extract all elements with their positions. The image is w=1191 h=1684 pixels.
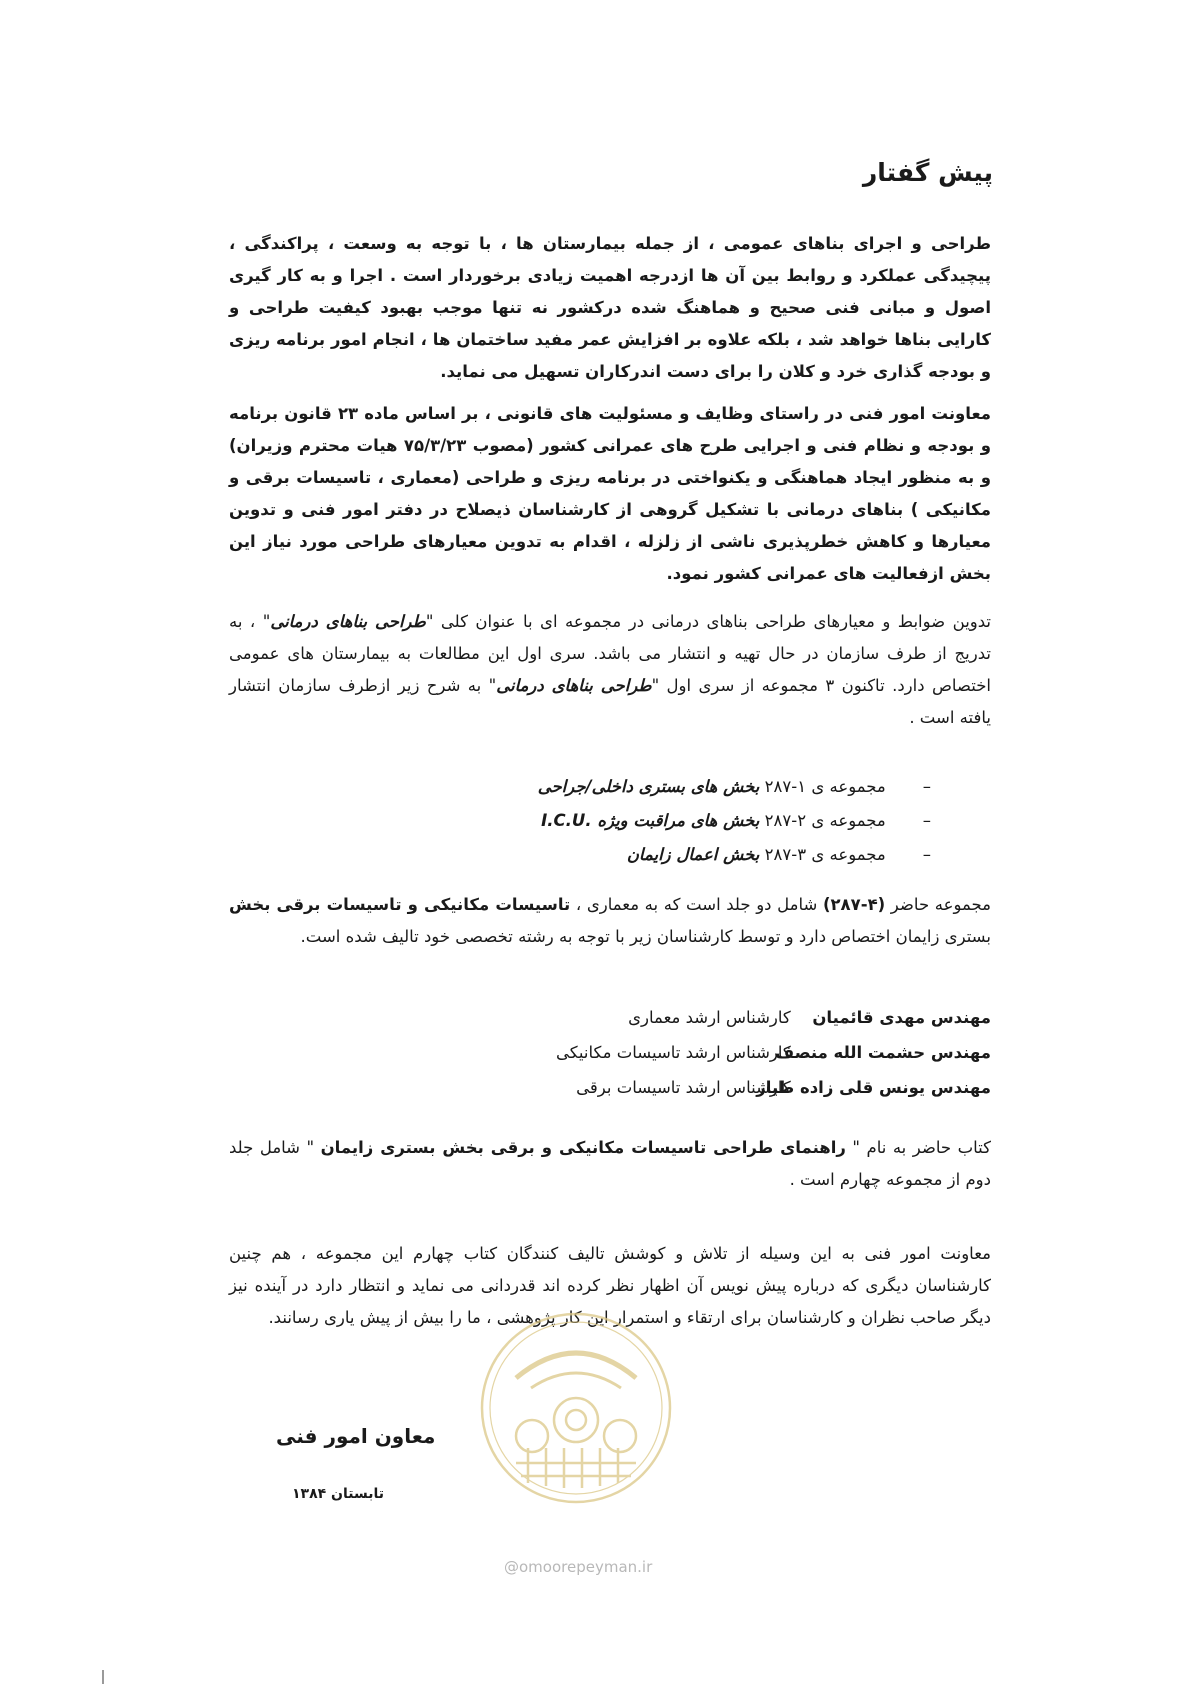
list-item (431, 804, 931, 838)
paragraph-text: بستری زایمان اختصاص دارد و توسط کارشناسان زیر با توجه به رشته تخصصی خود تالیف شده است. (300, 927, 991, 946)
page-title: پیش گفتار (862, 158, 993, 187)
author-name: مهندس مهدی قائمیان (812, 1008, 991, 1027)
scan-edge-mark (102, 1670, 104, 1684)
paragraph-emphasis: تاسیسات مکانیکی و تاسیسات برقی بخش (229, 895, 571, 914)
author-row (391, 1000, 991, 1035)
author-name: مهندس حشمت الله منصف (774, 1043, 991, 1062)
author-role: کارشناس ارشد تاسیسات مکانیکی (556, 1043, 791, 1062)
watermark-seal-icon (476, 1308, 676, 1508)
paragraph-text: " به شرح زیر ازطرف سازمان انتشار یافته است . (229, 676, 991, 727)
authors-list (391, 1000, 991, 1105)
watermark-url: @omoorepeyman.ir (504, 1558, 653, 1576)
list-item (431, 838, 931, 872)
paragraph-book-title (229, 1132, 991, 1196)
paragraph-mandate: معاونت امور فنی در راستای وظایف و مسئولیت های قانونی ، بر اساس ماده ۲۳ قانون برنامه و بودجه و نظام فنی و اجرایی طرح های عمرانی کشور (مصوب ۷۵/۳/۲۳ هیات محترم وزیران) و به منظور ایجاد هماهنگی و یکنواختی در برنامه ریزی و طراحی (معماری ، تاسیسات برقی و مکانیکی ) بناهای درمانی با تشکیل گروهی از کارشناسان ذیصلاح در دفتر امور فنی و تدوین معیارها و کاهش خطرپذیری ناشی از زلزله ، اقدام به تدوین معیارهای طراحی مورد نیاز این بخش ازفعالیت های عمرانی کشور نمود. (229, 404, 992, 583)
series-title: طراحی بناهای درمانی (496, 676, 652, 695)
collection-code: (۴-۲۸۷) (822, 895, 886, 914)
paragraph-text: " ، به تدریج از طرف سازمان در حال تهیه و انتشار می باشد. سری اول این مطالعات به بیمارستان های عمومی اختصاص دارد. تاکنون ۳ مجموعه از سری اول " (229, 612, 992, 695)
list-item-label: مجموعه ی ۲-۲۸۷ (764, 811, 886, 830)
paragraph-text: " شامل جلد دوم از مجموعه چهارم است . (229, 1138, 991, 1189)
author-role: کارشناس ارشد معماری (628, 1008, 791, 1027)
list-dash: – (922, 811, 931, 830)
author-row (391, 1035, 991, 1070)
signature-date: تابستان ۱۳۸۴ (292, 1486, 384, 1502)
paragraph-text: تدوین ضوابط و معیارهای طراحی بناهای درمانی در مجموعه ای با عنوان کلی " (425, 612, 992, 631)
paragraph-text: مجموعه حاضر (885, 895, 991, 914)
author-name: مهندس یونس قلی زاده طیار (756, 1078, 991, 1097)
paragraph-text: کتاب حاضر به نام " (845, 1138, 991, 1157)
paragraph-intro: طراحی و اجرای بناهای عمومی ، از جمله بیمارستان ها ، با توجه به وسعت ، پراکندگی ، پیچیدگی عملکرد و روابط بین آن ها ازدرجه اهمیت زیادی برخوردار است . اجرا و به کار گیری اصول و مبانی فنی صحیح و هماهنگ شده درکشور نه تنها موجب بهبود کیفیت طراحی و کارایی بناها خواهد شد ، بلکه علاوه بر افزایش عمر مفید ساختمان ها ، انجام امور برنامه ریزی و بودجه گذاری خرد و کلان را برای دست اندرکاران تسهیل می نماید. (229, 234, 991, 381)
list-dash: – (922, 777, 931, 796)
list-item-description: بخش های مراقبت ویژه .I.C.U (541, 811, 760, 830)
published-series-list (431, 770, 931, 872)
list-item-label: مجموعه ی ۳-۲۸۷ (764, 845, 886, 864)
signer-title: معاون امور فنی (276, 1424, 436, 1448)
author-row (391, 1070, 991, 1105)
paragraph-current-collection (229, 889, 991, 953)
list-item-description: بخش های بستری داخلی/جراحی (537, 777, 760, 796)
paragraph-text: شامل دو جلد است که به معماری ، (570, 895, 823, 914)
author-role: کارشناس ارشد تاسیسات برقی (576, 1078, 791, 1097)
list-item (431, 770, 931, 804)
series-title: طراحی بناهای درمانی (270, 612, 426, 631)
list-dash: – (922, 845, 931, 864)
list-item-description: بخش اعمال زایمان (626, 845, 760, 864)
paragraph-series (229, 606, 991, 734)
book-title: راهنمای طراحی تاسیسات مکانیکی و برقی بخش بستری زایمان (320, 1138, 846, 1157)
list-item-label: مجموعه ی ۱-۲۸۷ (764, 777, 886, 796)
paragraph-acknowledgement: معاونت امور فنی به این وسیله از تلاش و کوشش تالیف کنندگان کتاب چهارم این مجموعه ، هم چنین کارشناسان دیگری که درباره پیش نویس آن اظهار نظر کرده اند قدردانی می نماید و انتظار دارد در آینده نیز دیگر صاحب نظران و کارشناسان برای ارتقاء و استمرار این کار پژوهشی ، ما را بیش از پیش یاری رسانند. (229, 1244, 991, 1327)
